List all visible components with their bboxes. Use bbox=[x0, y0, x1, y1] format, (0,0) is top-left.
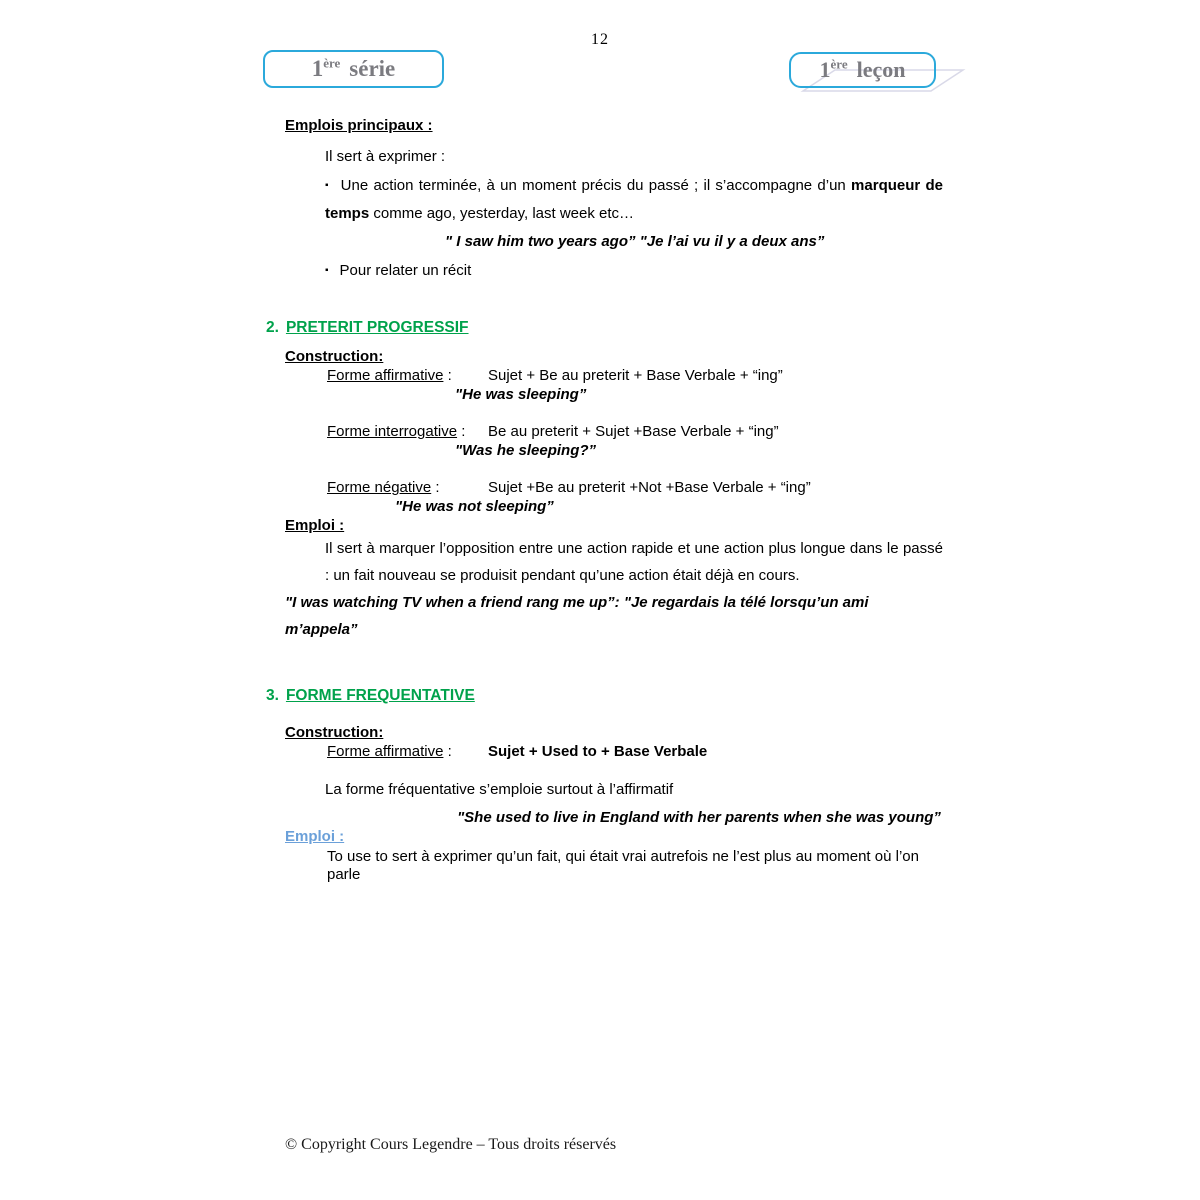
section-title: PRETERIT PROGRESSIF bbox=[285, 319, 469, 336]
frequentative-note: La forme fréquentative s’emploie surtout à l’affirmatif bbox=[325, 781, 674, 798]
form-label-wrap bbox=[327, 422, 488, 441]
form-formula: Sujet + Be au preterit + Base Verbale + “ing” bbox=[488, 367, 783, 384]
copyright-footer: © Copyright Cours Legendre – Tous droits réservés bbox=[285, 1136, 617, 1153]
bullet2-text: Pour relater un récit bbox=[339, 262, 472, 279]
emplois-intro-text: Il sert à exprimer : bbox=[325, 148, 446, 165]
series-badge-ordinal: ère bbox=[323, 55, 341, 71]
bullet1-text-bold: marqueur de temps bbox=[325, 177, 944, 222]
emploi-paragraph-frequentative: To use to sert à exprimer qu’un fait, qui était vrai autrefois ne l’est plus au moment où l’on parle bbox=[327, 848, 919, 883]
lesson-badge-ordinal: ère bbox=[830, 56, 848, 72]
bullet-square-icon: ▪ bbox=[325, 180, 330, 191]
emploi-paragraph-preterit: Il sert à marquer l’opposition entre une action rapide et une action plus longue dans le passé : un fait nouveau se produisit pendant qu’une action était déjà en cours. bbox=[325, 540, 943, 584]
construction-heading: Construction: bbox=[285, 348, 384, 365]
bullet1-text-pre: Une action terminée, à un moment précis du passé ; il s’accompagne d’un bbox=[340, 177, 852, 194]
series-badge bbox=[263, 50, 444, 88]
form-example-was-he-sleeping: "Was he sleeping?” bbox=[455, 442, 597, 459]
bullet-item-relater-recit bbox=[285, 257, 943, 285]
lesson-content bbox=[266, 117, 944, 884]
bullet-square-icon: ▪ bbox=[325, 265, 329, 276]
section-number: 3. bbox=[266, 687, 279, 704]
lesson-badge bbox=[789, 52, 936, 88]
example-quote-used-to-live: "She used to live in England with her parents when she was young” bbox=[457, 809, 941, 826]
emploi-heading-frequentative: Emploi : bbox=[285, 828, 345, 845]
form-row-affirmative bbox=[285, 366, 943, 385]
form-label: Forme interrogative bbox=[327, 423, 458, 440]
construction-heading: Construction: bbox=[285, 724, 384, 741]
series-badge-word: série bbox=[349, 56, 396, 81]
form-label-wrap bbox=[327, 366, 488, 385]
form-example-he-was-sleeping: "He was sleeping” bbox=[455, 386, 587, 403]
form-label: Forme négative bbox=[327, 479, 432, 496]
form-row-negative bbox=[285, 478, 943, 497]
bullet-item-action-terminee bbox=[285, 172, 943, 228]
section-title: FORME FREQUENTATIVE bbox=[285, 687, 475, 704]
series-badge-number: 1 bbox=[311, 56, 324, 81]
page-number: 12 bbox=[591, 31, 609, 48]
bullet1-text-post: comme ago, yesterday, last week etc… bbox=[369, 205, 635, 222]
lesson-badge-word: leçon bbox=[856, 57, 906, 82]
form-example-he-was-not-sleeping: "He was not sleeping” bbox=[395, 498, 554, 515]
form-colon: : bbox=[443, 367, 452, 384]
form-row-interrogative bbox=[285, 422, 943, 441]
form-formula: Sujet + Used to + Base Verbale bbox=[488, 743, 708, 760]
form-colon: : bbox=[443, 743, 452, 760]
form-row-used-to bbox=[285, 742, 943, 761]
form-label: Forme affirmative bbox=[327, 743, 444, 760]
form-label-wrap bbox=[327, 478, 488, 497]
lesson-badge-label bbox=[820, 57, 906, 83]
emplois-principaux-heading: Emplois principaux : bbox=[285, 117, 433, 134]
example-quote-saw-him: " I saw him two years ago” "Je l’ai vu il y a deux ans” bbox=[445, 233, 825, 250]
section-number: 2. bbox=[266, 319, 279, 336]
form-label: Forme affirmative bbox=[327, 367, 444, 384]
example-quote-watching-tv: "I was watching TV when a friend rang me up”: "Je regardais la télé lorsqu’un ami m’appela” bbox=[285, 594, 869, 638]
form-label-wrap bbox=[327, 742, 488, 761]
form-formula: Be au preterit + Sujet +Base Verbale + “ing” bbox=[488, 423, 779, 440]
section-heading-forme-frequentative bbox=[266, 686, 943, 705]
form-colon: : bbox=[457, 423, 466, 440]
series-badge-label bbox=[312, 56, 396, 82]
form-formula: Sujet +Be au preterit +Not +Base Verbale + “ing” bbox=[488, 479, 811, 496]
form-colon: : bbox=[431, 479, 440, 496]
lesson-badge-number: 1 bbox=[819, 57, 831, 82]
emploi-heading-preterit: Emploi : bbox=[285, 517, 345, 534]
section-heading-preterit-progressif bbox=[266, 318, 943, 337]
